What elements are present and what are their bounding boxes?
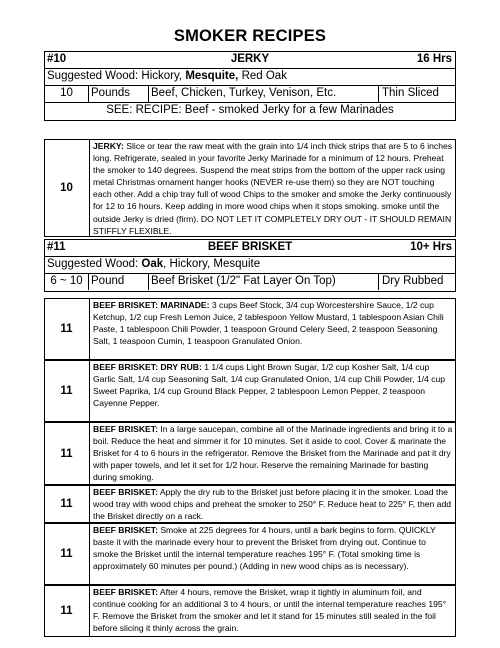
suggested-wood-row bbox=[45, 257, 455, 274]
quantity-unit: Pounds bbox=[88, 86, 148, 102]
step-heading: BEEF BRISKET: bbox=[93, 525, 158, 535]
quantity-row bbox=[45, 86, 455, 103]
recipe-title-row bbox=[45, 52, 455, 69]
wood-name: Red Oak bbox=[241, 70, 287, 82]
suggested-wood-row bbox=[45, 69, 455, 86]
step-number: 10 bbox=[60, 182, 73, 194]
step-body: Slice or tear the raw meat with the grain into 1/4 inch thick strips that are 5 to 6 inches long. Refrigerate, sealed in your favorite Jerky Marinade for a minimum of 12 hours. Preheat the smoker to 140 degrees. Suspend the meat strips from the bottom of the upper rack using metal Christmas ornament hanger hooks (NEVER re-use them) so they are NOT touching each other. Add a chip tray full of wood Chips to the smoker and smoke the Jerky continuously for 12 to 16 hours. Keep adding in more wood chips when it stops smoking. smoke until the outside Jerky is dried (firm). DO NOT LET IT COMPLETELY DRY OUT - IT SHOULD REMAIN STIFFLY FLEXIBLE. bbox=[93, 141, 453, 236]
wood-name-bold: Mesquite, bbox=[185, 70, 239, 82]
recipe-step bbox=[44, 422, 456, 485]
wood-name: , Hickory, Mesquite bbox=[163, 258, 261, 270]
prep-method: Thin Sliced bbox=[378, 86, 455, 102]
quantity-value: 6 ~ 10 bbox=[50, 275, 83, 287]
recipe-step bbox=[44, 585, 456, 637]
step-number: 11 bbox=[60, 323, 73, 335]
recipe-step bbox=[44, 139, 456, 237]
recipe-step bbox=[44, 360, 456, 422]
step-text bbox=[89, 524, 455, 584]
recipe-number: #11 bbox=[47, 241, 66, 253]
recipe-name: JERKY bbox=[230, 53, 270, 65]
step-heading: BEEF BRISKET: bbox=[93, 424, 158, 434]
step-text bbox=[89, 299, 455, 359]
wood-name: Hickory, bbox=[141, 70, 183, 82]
recipe-time: 10+ Hrs bbox=[410, 241, 452, 253]
step-body: Apply the dry rub to the Brisket just before placing it in the smoker. Load the wood tray with wood chips and preheat the smoker to 250° F. Reduce heat to 225° F, then add the Brisket directly on a rack. bbox=[93, 487, 452, 522]
recipe-11-header bbox=[44, 239, 456, 292]
recipe-step bbox=[44, 523, 456, 585]
step-body: Smoke at 225 degrees for 4 hours, until a bark begins to form. QUICKLY baste it with the marinade every hour to prevent the Brisket from drying out. Continue to smoke the Brisket until the internal temperature reaches 195° F. (Total smoking time is approximately 60 minutes per pound.) (Adding in new wood chips as is necessary). bbox=[93, 525, 436, 572]
recipe-time: 16 Hrs bbox=[416, 53, 452, 65]
step-body: After 4 hours, remove the Brisket, wrap it tightly in aluminum foil, and continue cooking for an additional 3 to 4 hours, or until the internal temperature reaches 195° F. Remove the Brisket from the smoker and let it stand for 15 minutes still sealed in the foil before slicing it thinly across the grain. bbox=[93, 587, 447, 634]
recipe-title-row bbox=[45, 240, 455, 257]
step-text bbox=[89, 140, 455, 236]
prep-method: Dry Rubbed bbox=[378, 274, 455, 290]
meat-types: Beef Brisket (1/2" Fat Layer On Top) bbox=[148, 274, 378, 290]
wood-label: Suggested Wood: bbox=[47, 70, 139, 82]
step-number: 11 bbox=[60, 447, 73, 460]
quantity-unit: Pound bbox=[88, 274, 148, 290]
step-number: 11 bbox=[60, 385, 73, 397]
recipe-10-header bbox=[44, 51, 456, 121]
see-also-text: SEE: RECIPE: Beef - smoked Jerky for a few Marinades bbox=[106, 104, 394, 116]
step-text bbox=[89, 586, 455, 636]
wood-label: Suggested Wood: bbox=[47, 258, 139, 270]
wood-name-bold: Oak bbox=[141, 258, 164, 270]
page-title: SMOKER RECIPES bbox=[173, 27, 327, 45]
step-heading: BEEF BRISKET: bbox=[93, 587, 158, 597]
step-number: 11 bbox=[60, 605, 73, 617]
quantity-row bbox=[45, 274, 455, 291]
step-heading: JERKY: bbox=[93, 141, 124, 151]
step-text bbox=[89, 361, 455, 421]
recipe-number: #10 bbox=[47, 53, 67, 65]
recipe-step bbox=[44, 485, 456, 523]
step-heading: BEEF BRISKET: MARINADE: bbox=[93, 300, 210, 310]
see-also-row bbox=[45, 103, 455, 120]
quantity-value: 10 bbox=[60, 87, 73, 99]
recipe-step bbox=[44, 298, 456, 360]
step-body: 1 1/4 cups Light Brown Sugar, 1/2 cup Kosher Salt, 1/4 cup Garlic Salt, 1/4 cup Seasoning Salt, 1/4 cup Granulated Onion, 1/4 cup Chili Powder, 1/4 cup Sweet Paprika, 1/4 cup Ground Black Pepper, 2 tablespoon Lemon Pepper, 2 teaspoon Cayenne Pepper. bbox=[93, 362, 446, 409]
step-text bbox=[89, 486, 455, 522]
meat-types: Beef, Chicken, Turkey, Venison, Etc. bbox=[148, 86, 378, 102]
step-text bbox=[89, 423, 455, 484]
step-heading: BEEF BRISKET: bbox=[93, 487, 158, 497]
recipe-name: BEEF BRISKET bbox=[207, 241, 293, 253]
step-body: In a large saucepan, combine all of the Marinade ingredients and bring it to a boil. Reduce the heat and simmer it for 10 minutes. Set it aside to cool. Cover & marinate the Brisket for 4 to 6 hours in the refrigerator. Remove the Brisket from the Marinade and pat it dry with paper towels, and let it set for 1/2 hour. Reserve the remaining Marinade for basting during smoking. bbox=[93, 424, 453, 483]
step-heading: BEEF BRISKET: DRY RUB: bbox=[93, 362, 202, 372]
step-number: 11 bbox=[60, 548, 73, 560]
step-body: 3 cups Beef Stock, 3/4 cup Worcestershire Sauce, 1/2 cup Ketchup, 1/2 cup Fresh Lemon Juice, 2 tablespoon Yellow Mustard, 1 tablespoon Asian Chili Paste, 1 tablespoon Chili Powder, 1 teaspoon Ground Celery Seed, 2 teaspoon Seasoning Salt, 1 teaspoon Cumin, 1 teaspoon Granulated Onion. bbox=[93, 300, 444, 347]
step-number: 11 bbox=[60, 498, 73, 510]
